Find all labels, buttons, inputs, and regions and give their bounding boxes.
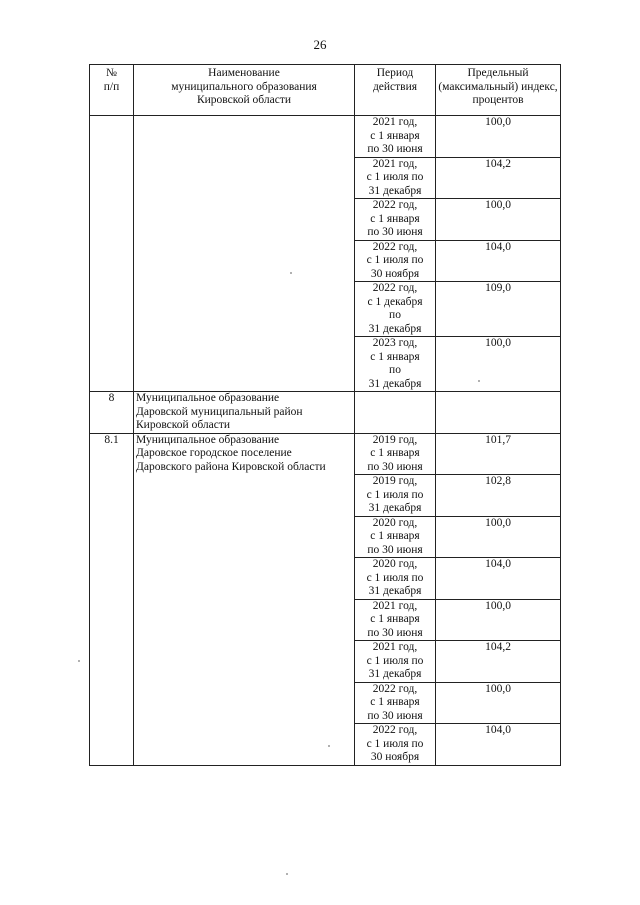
index-cell: 104,0 <box>436 240 561 282</box>
index-cell: 104,0 <box>436 724 561 766</box>
scan-speck <box>478 380 480 382</box>
period-cell: 2022 год, с 1 июля по 30 ноября <box>355 724 436 766</box>
period-cell: 2022 год, с 1 июля по 30 ноября <box>355 240 436 282</box>
period-cell: 2020 год, с 1 января по 30 июня <box>355 516 436 558</box>
index-cell: 100,0 <box>436 516 561 558</box>
period-cell: 2019 год, с 1 января по 30 июня <box>355 433 436 475</box>
index-cell: 100,0 <box>436 599 561 641</box>
index-cell: 104,0 <box>436 558 561 600</box>
entity-num: 8.1 <box>90 433 134 765</box>
index-cell: 102,8 <box>436 475 561 517</box>
index-cell: 100,0 <box>436 337 561 392</box>
index-cell: 104,2 <box>436 641 561 683</box>
scan-speck <box>290 272 292 274</box>
index-cell: 100,0 <box>436 199 561 241</box>
period-cell: 2020 год, с 1 июля по 31 декабря <box>355 558 436 600</box>
index-cell: 100,0 <box>436 682 561 724</box>
period-cell <box>355 392 436 434</box>
scan-speck <box>78 660 80 662</box>
period-cell: 2023 год, с 1 января по 31 декабря <box>355 337 436 392</box>
index-cell: 104,2 <box>436 157 561 199</box>
table-row <box>90 116 561 158</box>
section-num: 8 <box>90 392 134 434</box>
period-cell: 2021 год, с 1 января по 30 июня <box>355 116 436 158</box>
name-cell-continued <box>134 116 355 392</box>
period-cell: 2022 год, с 1 января по 30 июня <box>355 199 436 241</box>
table-header-row <box>90 65 561 116</box>
table-row <box>90 433 561 475</box>
section-name: Муниципальное образование Даровской муниципальный район Кировской области <box>134 392 355 434</box>
index-cell: 100,0 <box>436 116 561 158</box>
header-num: № п/п <box>90 65 134 116</box>
scan-speck <box>328 745 330 747</box>
period-cell: 2022 год, с 1 декабря по 31 декабря <box>355 282 436 337</box>
section-row <box>90 392 561 434</box>
index-cell <box>436 392 561 434</box>
period-cell: 2021 год, с 1 июля по 31 декабря <box>355 157 436 199</box>
period-cell: 2021 год, с 1 января по 30 июня <box>355 599 436 641</box>
scan-speck <box>286 873 288 875</box>
period-cell: 2021 год, с 1 июля по 31 декабря <box>355 641 436 683</box>
header-period: Период действия <box>355 65 436 116</box>
table-body <box>90 116 561 766</box>
page-number: 26 <box>313 37 327 52</box>
header-index: Предельный (максимальный) индекс, процентов <box>436 65 561 116</box>
period-cell: 2022 год, с 1 января по 30 июня <box>355 682 436 724</box>
num-cell-continued <box>90 116 134 392</box>
index-cell: 101,7 <box>436 433 561 475</box>
header-name: Наименование муниципального образования Кировской области <box>134 65 355 116</box>
tariff-index-table <box>89 64 561 766</box>
period-cell: 2019 год, с 1 июля по 31 декабря <box>355 475 436 517</box>
entity-name: Муниципальное образование Даровское городское поселение Даровского района Кировской области <box>134 433 355 765</box>
index-cell: 109,0 <box>436 282 561 337</box>
